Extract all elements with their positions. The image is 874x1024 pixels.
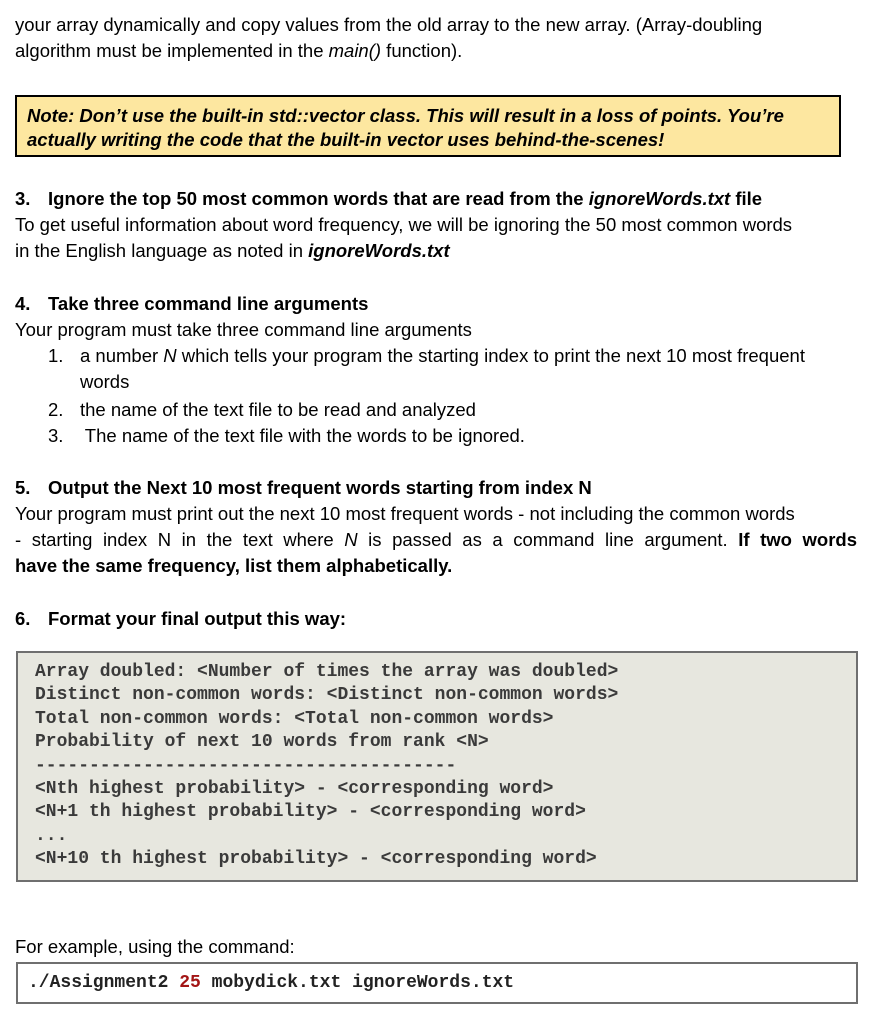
code-line: <N+10 th highest probability> - <corresponding word>: [35, 849, 597, 870]
section-5: [15, 475, 857, 579]
section-5-body-3: [15, 553, 857, 579]
intro-text: algorithm must be implemented in the: [15, 40, 329, 61]
list-item-2-text: the name of the text file to be read and analyzed: [80, 399, 476, 420]
section-5-body-2-text: - starting index N in the text where: [15, 529, 345, 550]
list-item-2-number: 2.: [48, 399, 64, 420]
intro-line-1: your array dynamically and copy values from the old array to the new array. (Array-doubling: [15, 14, 763, 35]
section-4-number: 4.: [15, 293, 31, 314]
command-program: ./Assignment2: [28, 973, 180, 993]
example-command: [28, 971, 856, 995]
section-3-heading: [15, 186, 857, 212]
list-item-1-cont: words: [80, 371, 130, 392]
section-3-title-file: ignoreWords.txt: [588, 188, 731, 209]
list-item-1-var: N: [163, 345, 177, 366]
intro-paragraph: [15, 12, 857, 64]
code-line: Total non-common words: <Total non-common words>: [35, 708, 554, 729]
section-3-body-2: [15, 238, 857, 264]
section-4-heading: [15, 291, 857, 317]
example-command-block: [16, 962, 858, 1004]
code-ellipsis: ...: [35, 825, 68, 846]
list-item-3-number: 3.: [48, 425, 64, 446]
section-6-title: Format your final output this way:: [48, 608, 347, 629]
list-item-1-text-a: a number: [80, 345, 164, 366]
section-3-title: Ignore the top 50 most common words that are read from the: [48, 188, 589, 209]
intro-line-2: [15, 38, 857, 64]
list-item-1-text-b: which tells your program the starting index to print the next 10 most frequent: [176, 345, 805, 366]
note-box: [15, 95, 841, 157]
section-5-body-2-bold: If two words: [738, 529, 857, 550]
code-line: Array doubled: <Number of times the array was doubled>: [35, 662, 619, 682]
section-4: [15, 291, 857, 343]
section-4-body: Your program must take three command line arguments: [15, 319, 472, 340]
code-line: <Nth highest probability> - <corresponding word>: [35, 779, 554, 800]
section-6: [15, 606, 857, 632]
section-6-number: 6.: [15, 608, 31, 629]
section-5-body-2: [15, 527, 857, 553]
command-number-arg: 25: [179, 973, 201, 993]
section-4-title: Take three command line arguments: [48, 293, 369, 314]
list-item-1: [48, 343, 858, 395]
section-3-number: 3.: [15, 188, 31, 209]
intro-main-fn: main(): [328, 40, 382, 61]
section-5-body-1: Your program must print out the next 10 most frequent words - not including the common words: [15, 503, 795, 524]
list-item-3-text: The name of the text file with the words to be ignored.: [80, 425, 525, 446]
output-format-code-block: [16, 651, 858, 882]
section-3-title-end: file: [730, 188, 763, 209]
code-line: Probability of next 10 words from rank <N>: [35, 732, 489, 753]
section-3-body-1: To get useful information about word frequency, we will be ignoring the 50 most common words: [15, 214, 793, 235]
list-item-3: [48, 423, 858, 449]
note-line-2: actually writing the code that the built-in vector uses behind-the-scenes!: [27, 129, 665, 150]
section-5-title: Output the Next 10 most frequent words starting from index N: [48, 477, 592, 498]
code-line: Distinct non-common words: <Distinct non-common words>: [35, 685, 619, 706]
section-3: [15, 186, 857, 264]
section-5-body-2-var: N: [344, 529, 358, 550]
intro-text-end: function).: [381, 40, 463, 61]
section-5-body-3-bold: have the same frequency, list them alphabetically.: [15, 555, 453, 576]
command-file-args: mobydick.txt ignoreWords.txt: [200, 973, 515, 993]
section-3-body-2-text: in the English language as noted in: [15, 240, 309, 261]
list-item-2: [48, 397, 858, 423]
section-6-heading: [15, 606, 857, 632]
note-line-1: Note: Don’t use the built-in std::vector class. This will result in a loss of points. You’re: [27, 105, 784, 126]
section-3-body-2-file: ignoreWords.txt: [308, 240, 450, 261]
list-item-1-number: 1.: [48, 345, 64, 366]
example-label: For example, using the command:: [15, 936, 295, 957]
section-5-heading: [15, 475, 857, 501]
section-5-number: 5.: [15, 477, 31, 498]
code-separator: ---------------------------------------: [35, 755, 457, 776]
section-5-body-2-text-b: is passed as a command line argument.: [357, 529, 739, 550]
code-line: <N+1 th highest probability> - <corresponding word>: [35, 802, 586, 823]
